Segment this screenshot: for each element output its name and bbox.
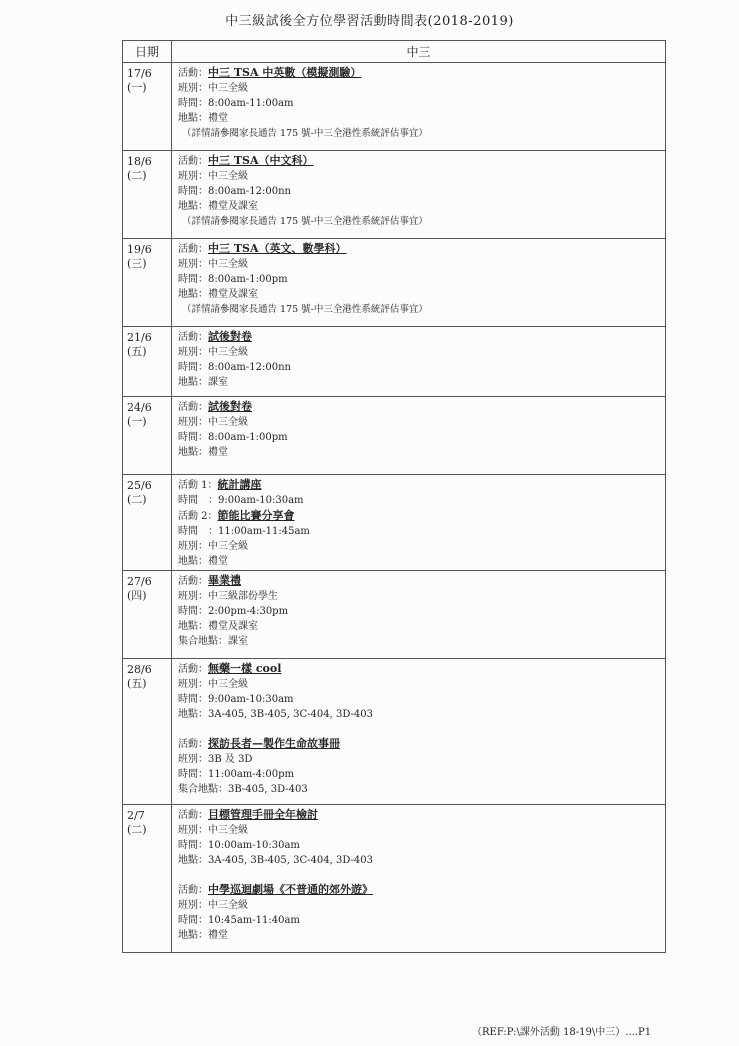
- field-label: 時間 ：: [178, 526, 218, 537]
- weekday-label: (五): [127, 345, 147, 358]
- field-label: 時間：: [178, 274, 208, 285]
- field-label: 地點：: [178, 621, 208, 632]
- field-value: 禮堂: [208, 930, 228, 941]
- weekday-label: (三): [127, 257, 147, 270]
- activity-cell: [172, 805, 666, 953]
- detail-line: [178, 477, 665, 493]
- field-label: 活動：: [178, 739, 208, 750]
- detail-line: [178, 589, 665, 604]
- field-label: 時間 ：: [178, 495, 218, 506]
- detail-line: [178, 65, 665, 81]
- schedule-row: [123, 475, 666, 571]
- field-label: 班別：: [178, 591, 208, 602]
- field-label: 時間：: [178, 432, 208, 443]
- detail-line: [178, 508, 665, 524]
- date-cell: [123, 475, 172, 571]
- activity-cell: [172, 571, 666, 659]
- field-label: 班別：: [178, 83, 208, 94]
- field-label: 班別：: [178, 541, 208, 552]
- field-value: 3A-405, 3B-405, 3C-404, 3D-403: [208, 709, 373, 720]
- activity-cell: [172, 475, 666, 571]
- field-value: 課室: [228, 636, 248, 647]
- field-label: 活動 1：: [178, 480, 218, 491]
- field-value: 10:00am-10:30am: [208, 840, 300, 851]
- field-value: 8:00am-1:00pm: [208, 432, 288, 443]
- field-value: 2:00pm-4:30pm: [208, 606, 289, 617]
- field-value: 中三全級: [208, 417, 248, 428]
- detail-line: [178, 928, 665, 943]
- activity-name: 目標管理手冊全年檢討: [208, 808, 318, 821]
- detail-line: [178, 153, 665, 169]
- field-label: 地點：: [178, 709, 208, 720]
- activity-name: 畢業禮: [208, 574, 241, 587]
- field-label: 活動：: [178, 576, 208, 587]
- weekday-label: (二): [127, 823, 147, 836]
- field-value: 中三級部份學生: [208, 591, 278, 602]
- field-label: 班別：: [178, 171, 208, 182]
- date-cell: [123, 327, 172, 397]
- detail-line: [178, 898, 665, 913]
- activity-name: 節能比賽分享會: [217, 509, 295, 522]
- field-label: 集合地點：: [178, 636, 228, 647]
- field-label: 地點：: [178, 855, 208, 866]
- field-label: 時間：: [178, 840, 208, 851]
- detail-line: [178, 604, 665, 619]
- activity-name: 無藥一樣 cool: [208, 662, 282, 675]
- schedule-table: [122, 40, 666, 953]
- detail-line: [178, 524, 665, 539]
- field-label: 班別：: [178, 825, 208, 836]
- detail-line: [178, 287, 665, 302]
- date-label: 25/6: [127, 479, 152, 492]
- activity-name: 中學巡迴劇場《不普通的郊外遊》: [208, 883, 373, 896]
- field-label: 地點：: [178, 201, 208, 212]
- field-value: 中三全級: [208, 83, 248, 94]
- date-cell: [123, 397, 172, 475]
- detail-line: [178, 619, 665, 634]
- detail-line: [178, 767, 665, 782]
- detail-line: [178, 539, 665, 554]
- detail-line: [178, 257, 665, 272]
- field-value: 8:00am-1:00pm: [208, 274, 288, 285]
- detail-line: [178, 752, 665, 767]
- detail-line: [178, 807, 665, 823]
- date-label: 19/6: [127, 243, 152, 256]
- field-value: 8:00am-11:00am: [208, 98, 294, 109]
- date-cell: [123, 805, 172, 953]
- weekday-label: (五): [127, 677, 147, 690]
- detail-line: [178, 81, 665, 96]
- page-title: 中三級試後全方位學習活動時間表(2018-2019): [225, 14, 514, 29]
- notice-note: （詳情請參閱家長通告 175 號-中三全港性系統評估事宜）: [182, 216, 428, 227]
- activity-name: 中三 TSA（中文科）: [208, 154, 314, 167]
- weekday-label: (二): [127, 493, 147, 506]
- date-label: 21/6: [127, 331, 152, 344]
- detail-line: [178, 913, 665, 928]
- schedule-row: [123, 659, 666, 805]
- field-value: 中三全級: [208, 825, 248, 836]
- date-label: 17/6: [127, 67, 152, 80]
- detail-line: [178, 853, 665, 868]
- schedule-row: [123, 151, 666, 239]
- date-cell: [123, 239, 172, 327]
- schedule-row: [123, 397, 666, 475]
- field-value: 9:00am-10:30am: [218, 495, 304, 506]
- header-row: [123, 41, 666, 63]
- field-label: 活動：: [178, 885, 208, 896]
- field-value: 中三全級: [208, 347, 248, 358]
- field-value: 11:00am-11:45am: [218, 526, 310, 537]
- field-value: 中三全級: [208, 259, 248, 270]
- field-label: 地點：: [178, 556, 208, 567]
- detail-line: [178, 634, 665, 649]
- field-value: 9:00am-10:30am: [208, 694, 294, 705]
- reference-footer: （REF:P:\課外活動 18-19\中三）....P1: [472, 1027, 652, 1038]
- notice-note: （詳情請參閱家長通告 175 號-中三全港性系統評估事宜）: [182, 304, 428, 315]
- field-label: 地點：: [178, 289, 208, 300]
- field-label: 時間：: [178, 606, 208, 617]
- weekday-label: (二): [127, 169, 147, 182]
- field-label: 集合地點：: [178, 784, 228, 795]
- detail-line: [178, 493, 665, 508]
- field-label: 活動：: [178, 664, 208, 675]
- weekday-label: (一): [127, 415, 147, 428]
- date-cell: [123, 659, 172, 805]
- field-label: 地點：: [178, 113, 208, 124]
- field-value: 中三全級: [208, 171, 248, 182]
- detail-line: [178, 96, 665, 111]
- date-cell: [123, 571, 172, 659]
- field-label: 活動：: [178, 402, 208, 413]
- field-value: 中三全級: [208, 679, 248, 690]
- field-label: 活動：: [178, 810, 208, 821]
- schedule-row: [123, 571, 666, 659]
- activity-name: 探訪長者—製作生命故事冊: [208, 737, 340, 750]
- field-value: 中三全級: [208, 900, 248, 911]
- detail-line: [178, 111, 665, 126]
- field-value: 10:45am-11:40am: [208, 915, 300, 926]
- field-label: 時間：: [178, 98, 208, 109]
- detail-line: [178, 399, 665, 415]
- field-label: 班別：: [178, 259, 208, 270]
- activity-name: 試後對卷: [208, 330, 252, 343]
- detail-line: [178, 823, 665, 838]
- field-value: 3A-405, 3B-405, 3C-404, 3D-403: [208, 855, 373, 866]
- date-label: 28/6: [127, 663, 152, 676]
- field-value: 禮堂及課室: [208, 621, 258, 632]
- field-value: 3B 及 3D: [208, 754, 253, 765]
- activity-cell: [172, 327, 666, 397]
- field-label: 時間：: [178, 769, 208, 780]
- field-label: 時間：: [178, 186, 208, 197]
- detail-line: [178, 707, 665, 722]
- date-label: 24/6: [127, 401, 152, 414]
- field-label: 活動：: [178, 68, 208, 79]
- detail-line: [178, 554, 665, 569]
- weekday-label: (四): [127, 589, 147, 602]
- activity-name: 試後對卷: [208, 400, 252, 413]
- spacer: [178, 868, 665, 882]
- activity-name: 中三 TSA 中英數（模擬測驗）: [208, 66, 362, 79]
- date-label: 18/6: [127, 155, 152, 168]
- detail-line: [178, 573, 665, 589]
- field-value: 8:00am-12:00nn: [208, 362, 291, 373]
- field-value: 禮堂: [208, 556, 228, 567]
- activity-cell: [172, 659, 666, 805]
- schedule-row: [123, 327, 666, 397]
- field-value: 3B-405, 3D-403: [228, 784, 308, 795]
- detail-line: [178, 329, 665, 345]
- activity-cell: [172, 397, 666, 475]
- activity-cell: [172, 239, 666, 327]
- header-grade: 中三: [172, 41, 666, 63]
- notice-note: （詳情請參閱家長通告 175 號-中三全港性系統評估事宜）: [182, 128, 428, 139]
- detail-line: [178, 445, 665, 460]
- date-cell: [123, 63, 172, 151]
- activity-name: 統計講座: [217, 478, 262, 491]
- detail-line: [178, 736, 665, 752]
- field-label: 活動 2：: [178, 511, 218, 522]
- detail-line: [178, 375, 665, 390]
- date-label: 2/7: [127, 809, 145, 822]
- date-cell: [123, 151, 172, 239]
- field-label: 班別：: [178, 417, 208, 428]
- detail-line: [178, 782, 665, 797]
- schedule-row: [123, 805, 666, 953]
- field-label: 時間：: [178, 694, 208, 705]
- activity-cell: [172, 63, 666, 151]
- field-label: 班別：: [178, 754, 208, 765]
- detail-line: [178, 882, 665, 898]
- field-label: 地點：: [178, 447, 208, 458]
- field-label: 班別：: [178, 347, 208, 358]
- field-label: 地點：: [178, 930, 208, 941]
- detail-line: [178, 661, 665, 677]
- field-value: 中三全級: [208, 541, 248, 552]
- detail-line: [178, 677, 665, 692]
- field-value: 禮堂及課室: [208, 201, 258, 212]
- field-value: 禮堂及課室: [208, 289, 258, 300]
- activity-name: 中三 TSA（英文、數學科）: [208, 242, 347, 255]
- date-label: 27/6: [127, 575, 152, 588]
- detail-line: [178, 199, 665, 214]
- field-value: 8:00am-12:00nn: [208, 186, 291, 197]
- detail-line: [178, 415, 665, 430]
- detail-line: [178, 838, 665, 853]
- field-label: 活動：: [178, 156, 208, 167]
- spacer: [178, 722, 665, 736]
- field-label: 活動：: [178, 244, 208, 255]
- detail-line: [178, 272, 665, 287]
- detail-line: [178, 241, 665, 257]
- weekday-label: (一): [127, 81, 147, 94]
- header-date: 日期: [123, 41, 172, 63]
- detail-line: [178, 692, 665, 707]
- field-value: 11:00am-4:00pm: [208, 769, 294, 780]
- activity-cell: [172, 151, 666, 239]
- field-label: 時間：: [178, 915, 208, 926]
- field-label: 班別：: [178, 900, 208, 911]
- field-label: 班別：: [178, 679, 208, 690]
- detail-line: [178, 360, 665, 375]
- detail-line: [178, 184, 665, 199]
- detail-line: [178, 169, 665, 184]
- field-label: 活動：: [178, 332, 208, 343]
- field-value: 禮堂: [208, 447, 228, 458]
- field-value: 課室: [208, 377, 228, 388]
- field-value: 禮堂: [208, 113, 228, 124]
- schedule-row: [123, 63, 666, 151]
- field-label: 時間：: [178, 362, 208, 373]
- schedule-row: [123, 239, 666, 327]
- detail-line: [178, 345, 665, 360]
- detail-line: [178, 430, 665, 445]
- field-label: 地點：: [178, 377, 208, 388]
